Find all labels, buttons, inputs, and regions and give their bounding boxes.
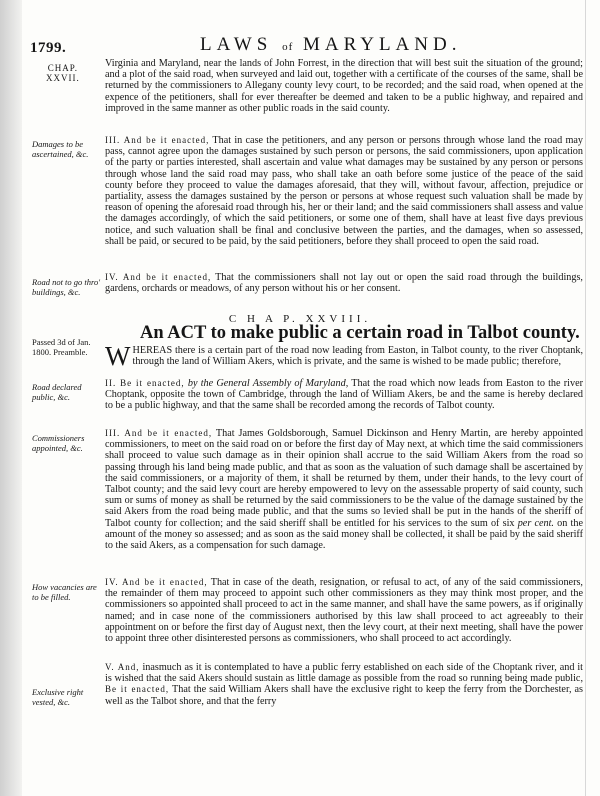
ch28-section4 bbox=[105, 577, 583, 644]
ch28-s2-text: That the road which now leads from Easton to the river Choptank, opposite the town of Cambridge, through the land of William Akers, be and the same is hereby declared to be a public highway, and that the same shall be recorded among the records of Talbot county. bbox=[105, 378, 583, 412]
act-title: An ACT to make public a certain road in Talbot county. bbox=[140, 323, 580, 343]
ch28-s3-text: That James Goldsborough, Samuel Dickinson and Henry Martin, are hereby appointed commissioners, to meet on the said road on or before the first day of May next, at which time the said commissioners shall proceed to value such damage as in their opinion shall accrue to the said William Akers from the road so passing through his land being made public, and that as soon as the valuation of such damage shall be ascertained by the said commissioners, or a majority of them, it shall be returned by them, under their hands, to the levy court of Talbot county; and the said levy court are hereby empowered to levy on the assessable property of said county, such sum or sums of money as shall be returned by the said commissioners to be the value of the damage sustained by the said Akers from the road being made public, and that the sums so levied shall be put in the hands of the sheriff of Talbot county for collection; and the said sheriff shall be entitled for his services to the sum of six bbox=[105, 428, 583, 529]
margin-note-damages: Damages to be ascertained, &c. bbox=[32, 139, 89, 159]
ch28-s2-italic: by the General Assembly of Maryland, bbox=[187, 378, 349, 389]
margin-note-exclusive-right: Exclusive right vested, &c. bbox=[32, 687, 84, 707]
ch28-section2 bbox=[105, 378, 583, 412]
preamble-drop-cap: W bbox=[105, 341, 131, 371]
running-head-of: of bbox=[282, 41, 294, 53]
margin-note-road-not-to-go: Road not to go thro' buildings, &c. bbox=[32, 277, 101, 297]
margin-note-vacancies: How vacancies are to be filled. bbox=[32, 582, 97, 602]
ch27-s4-text: That the commissioners shall not lay out or open the said road through the buildings, gardens, orchards or meadows, of any person without his or her consent. bbox=[105, 272, 583, 295]
ch28-s5-text2: That the said William Akers shall have the exclusive right to keep the ferry from the Dorchester, as well as the Talbot shore, and that the ferry bbox=[105, 684, 583, 707]
scan-edge-shadow bbox=[0, 0, 22, 796]
page-edge-line bbox=[585, 0, 586, 796]
ch28-section5 bbox=[105, 662, 583, 707]
ch28-s5-lead2: Be it enacted, bbox=[105, 684, 170, 695]
ch27-s3-text: That in case the petitioners, and any person or persons through whose land the road may pass, cannot agree upon the damages sustained by such person or persons, the said commissioners, upon application of the party or parties interested, shall ascertain and value what damages may be sustained by any person or persons through whose land the said road may pass, who shall take an oath before some justice of the peace of the said county before they proceed to value the damages aforesaid, that they will, without favour, affection, prejudice or partiality, assess the damages sustained by the person or persons at whose request such valuation shall be made by reason of opening the aforesaid road through his, her or their land; and the said commissioners shall assess and value the damages accordingly, of which the said petitioners, or some one of them, shall have at least five days previous notice, and such valuation shall be final and conclusive between the parties, and the damages, when so assessed, shall be paid, or secured to be paid, by the said petitioners, before they shall proceed to open the said road. bbox=[105, 135, 583, 247]
ch27-s3-lead: III. And be it enacted, bbox=[105, 135, 210, 145]
ch28-s4-lead: IV. And be it enacted, bbox=[105, 577, 208, 587]
page-year: 1799. bbox=[30, 40, 67, 56]
margin-note-commissioners: Commissioners appointed, &c. bbox=[32, 433, 85, 453]
ch28-preamble bbox=[105, 341, 583, 371]
running-head-maryland: MARYLAND. bbox=[302, 34, 462, 55]
chapter-label-line2: XXVII. bbox=[46, 72, 80, 83]
running-head bbox=[200, 34, 461, 56]
ch28-s3-italic: per cent. bbox=[517, 517, 554, 529]
ch27-s4-lead: IV. And be it enacted, bbox=[105, 272, 212, 282]
chapter-27-label bbox=[46, 64, 80, 83]
ch27-section1-continued bbox=[105, 58, 583, 114]
margin-note-passed: Passed 3d of Jan. 1800. Preamble. bbox=[32, 337, 91, 357]
chapter-label-line1: CHAP. bbox=[47, 63, 78, 73]
ch27-section4 bbox=[105, 272, 583, 294]
margin-note-road-declared: Road declared public, &c. bbox=[32, 382, 82, 402]
ch28-s3-text2: on the amount of the money so assessed; and as soon as the said money shall be collected, it shall be paid by the said sheriff to the said Akers, as a compensation for such damage. bbox=[105, 517, 583, 552]
ch27-s1-text: Virginia and Maryland, near the lands of John Forrest, in the direction that will best suit the situation of the ground; and a plot of the said road, when surveyed and laid out, together with a certificate of the courses of the same, shall be returned by the commissioners to Allegany county levy court, to be recorded; and the said road, when opened at the expence of the petitioners, shall for ever thereafter be deemed and taken to be a public highway, and repaired and improved in the same manner as other public roads in the said county. bbox=[105, 58, 583, 114]
ch28-section3 bbox=[105, 428, 583, 551]
ch28-s5-lead: V. And, bbox=[105, 662, 140, 672]
ch28-s3-lead: III. And be it enacted, bbox=[105, 428, 213, 438]
ch28-preamble-text: HEREAS there is a certain part of the road now leading from Easton, in Talbot county, to the river Choptank, through the land of William Akers, which is private, and the same is wished to be made public; therefore, bbox=[132, 345, 583, 368]
ch28-s5-text: inasmuch as it is contemplated to have a public ferry established on each side of the Choptank river, and it is wished that the said Akers should sustain as little damage as possible from the road so running being made public, bbox=[105, 662, 584, 685]
chapter-28-heading: C H A P. XXVIII. bbox=[228, 313, 372, 325]
ch28-s2-lead: II. Be it enacted, bbox=[105, 378, 185, 388]
ch28-s4-text: That in case of the death, resignation, or refusal to act, of any of the said commissioners, the remainder of them may proceed to appoint such other commissioners as they may think most proper, and the commissioners so appointed shall proceed to act in the same manner, and shall have the same powers, as if originally named; and in case none of the commissioners authorised by this law shall proceed to act agreeably to their appointment on or before the first day of August next, then the levy court, at their next meeting, shall have the power to appoint three other disinterested persons as commissioners, who shall proceed to act accordingly. bbox=[105, 577, 583, 645]
ch27-section3 bbox=[105, 135, 583, 247]
running-head-laws: LAWS bbox=[200, 34, 273, 55]
